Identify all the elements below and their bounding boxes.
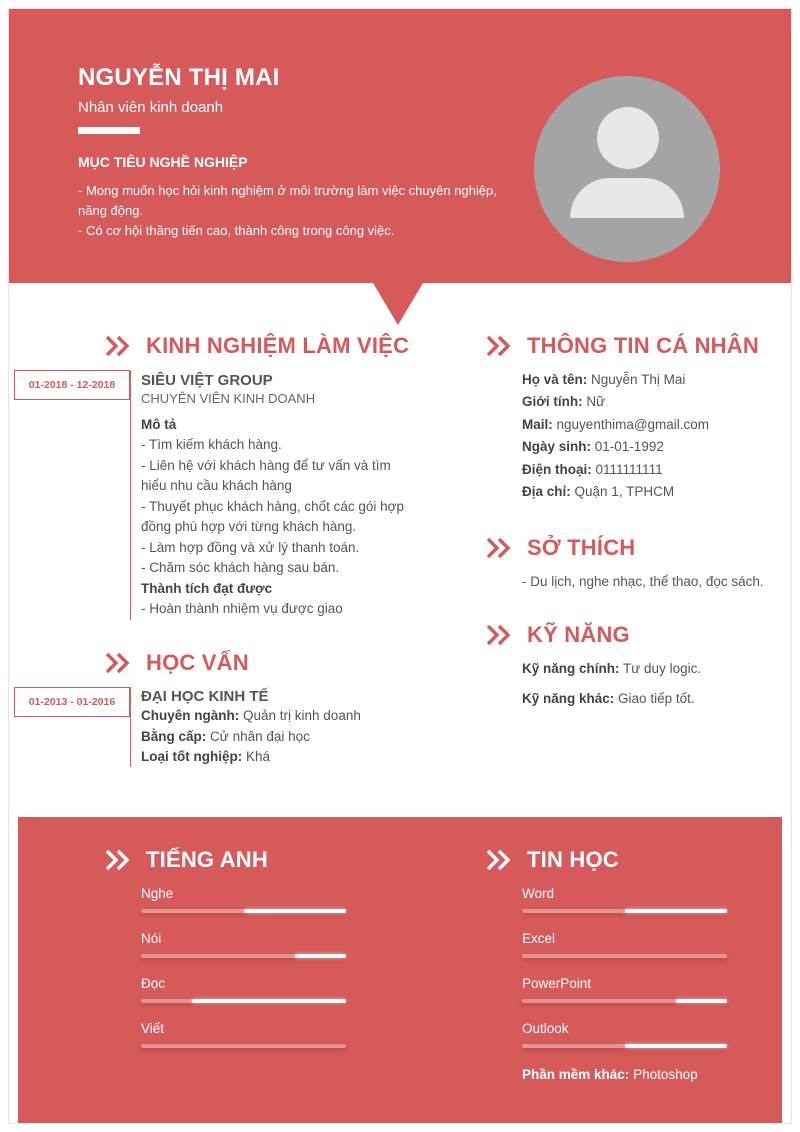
skill-level-fill (192, 999, 346, 1003)
personal-title: THÔNG TIN CÁ NHÂN (527, 333, 759, 358)
objective-title: MỤC TIÊU NGHỀ NGHIỆP (78, 154, 248, 170)
info-birthday: Ngày sinh: 01-01-1992 (522, 439, 664, 454)
skill-level-fill (625, 1044, 728, 1048)
major: Chuyên ngành: Quản trị kinh doanh (141, 708, 361, 723)
skills-heading (485, 622, 630, 648)
desc-line: - Tìm kiếm khách hàng. (141, 437, 282, 452)
english-title: TIẾNG ANH (146, 847, 268, 872)
skills-title: KỸ NĂNG (527, 622, 630, 647)
desc-line: hiểu nhu cầu khách hàng (141, 478, 292, 493)
it-skill-label: Outlook (522, 1021, 569, 1036)
personal-heading (485, 333, 759, 359)
achieve-line: - Hoàn thành nhiệm vụ được giao (141, 601, 343, 616)
info-gender: Giới tính: Nữ (522, 394, 606, 409)
skill-other: Kỹ năng khác: Giao tiếp tốt. (522, 691, 695, 706)
it-skill-bar (522, 954, 727, 958)
skill-level-fill (295, 954, 346, 958)
timeline-line (130, 371, 131, 620)
avatar (534, 76, 720, 262)
double-chevron-right-icon (485, 334, 513, 358)
objective-line: - Mong muốn học hỏi kinh nghiệm ở môi trường làm việc chuyên nghiệp, (78, 183, 497, 198)
user-silhouette-icon (597, 107, 659, 169)
desc-line: đồng phù hợp với từng khách hàng. (141, 519, 357, 534)
candidate-role: Nhân viên kinh doanh (78, 99, 224, 116)
english-skill-bar (141, 1044, 346, 1048)
it-skill-label: PowerPoint (522, 976, 592, 991)
skill-level-fill (244, 909, 347, 913)
double-chevron-right-icon (104, 334, 132, 358)
objective-line: - Có cơ hội thăng tiến cao, thành công trong công việc. (78, 223, 395, 238)
desc-line: - Chăm sóc khách hàng sau bán. (141, 560, 340, 575)
it-heading (485, 847, 619, 873)
english-skill-label: Nói (141, 931, 162, 946)
english-heading (104, 847, 268, 873)
desc-line: - Làm hợp đồng và xử lý thanh toán. (141, 540, 360, 555)
info-address: Địa chỉ: Quận 1, TPHCM (522, 484, 675, 499)
desc-label: Mô tả (141, 417, 177, 432)
it-skill-bar (522, 999, 727, 1003)
header-pointer (373, 283, 423, 325)
education-date: 01-2013 - 01-2016 (14, 687, 130, 717)
skill-level-fill (625, 909, 728, 913)
desc-line: - Thuyết phục khách hàng, chốt các gói hợp (141, 499, 405, 514)
education-heading (104, 650, 249, 676)
double-chevron-right-icon (104, 651, 132, 675)
english-skill-bar (141, 909, 346, 913)
double-chevron-right-icon (485, 623, 513, 647)
double-chevron-right-icon (485, 848, 513, 872)
school-name: ĐẠI HỌC KINH TẾ (141, 688, 269, 705)
skill-level-fill (676, 999, 727, 1003)
candidate-name: NGUYỄN THỊ MAI (78, 64, 280, 91)
company-name: SIÊU VIỆT GROUP (141, 372, 273, 389)
desc-line: - Liên hệ với khách hàng để tư vấn và tìm (141, 458, 391, 473)
experience-date: 01-2018 - 12-2018 (14, 370, 130, 400)
other-software: Phần mềm khác: Photoshop (522, 1067, 698, 1082)
user-silhouette-body (570, 178, 684, 218)
hobbies-title: SỞ THÍCH (527, 535, 636, 560)
education-title: HỌC VẤN (146, 650, 249, 675)
info-phone: Điện thoại: 0111111111 (522, 462, 663, 477)
double-chevron-right-icon (485, 536, 513, 560)
info-fullname: Họ và tên: Nguyễn Thị Mai (522, 372, 686, 387)
english-skill-label: Nghe (141, 886, 174, 901)
it-skill-bar (522, 909, 727, 913)
english-skill-label: Đọc (141, 976, 166, 991)
timeline-line (130, 687, 131, 767)
hobbies-heading (485, 535, 635, 561)
experience-title: KINH NGHIỆM LÀM VIỆC (146, 333, 410, 358)
hobbies-text: - Du lịch, nghe nhạc, thể thao, đọc sách. (522, 574, 764, 589)
degree: Bằng cấp: Cử nhân đại học (141, 729, 310, 744)
double-chevron-right-icon (104, 848, 132, 872)
achieve-label: Thành tích đạt được (141, 581, 273, 596)
it-skill-label: Excel (522, 931, 556, 946)
english-skill-bar (141, 999, 346, 1003)
it-skill-bar (522, 1044, 727, 1048)
job-position: CHUYÊN VIÊN KINH DOANH (141, 391, 316, 406)
grade: Loại tốt nghiệp: Khá (141, 749, 271, 764)
english-skill-label: Viết (141, 1021, 165, 1036)
experience-heading (104, 333, 409, 359)
skill-main: Kỹ năng chính: Tư duy logic. (522, 661, 702, 676)
it-title: TIN HỌC (527, 847, 619, 872)
name-underline (78, 127, 140, 134)
objective-line: năng động. (78, 203, 144, 218)
english-skill-bar (141, 954, 346, 958)
it-skill-label: Word (522, 886, 555, 901)
info-mail: Mail: nguyenthima@gmail.com (522, 417, 710, 432)
